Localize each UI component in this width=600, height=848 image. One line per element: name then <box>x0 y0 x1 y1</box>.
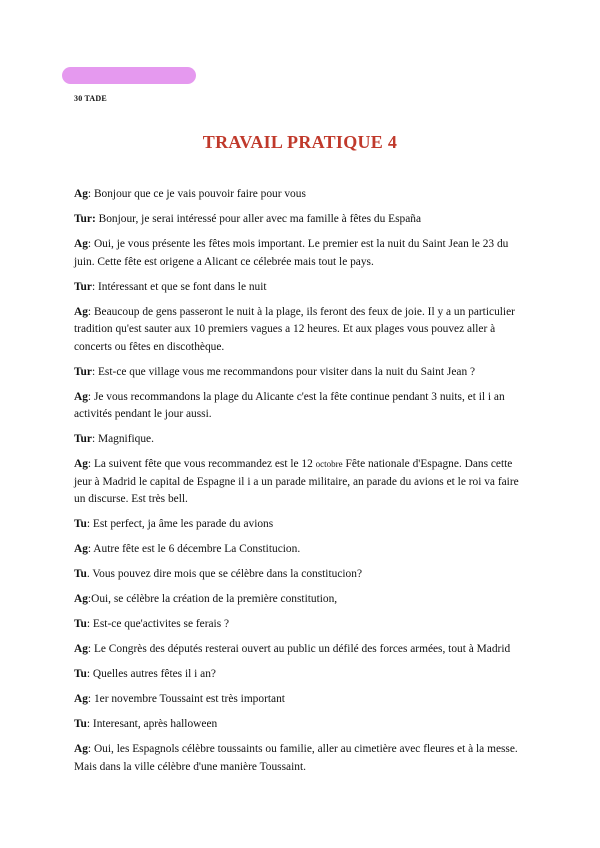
line-text: Est-ce que village vous me recommandons pour visiter dans la nuit du Saint Jean ? <box>95 365 476 378</box>
line-text: Magnifique. <box>95 433 154 445</box>
speaker-separator: : <box>86 518 91 530</box>
speaker-label: Ag <box>74 390 88 403</box>
dialogue-line <box>74 741 526 776</box>
dialogue-line <box>74 279 526 297</box>
speaker-separator: : <box>87 188 92 200</box>
line-text: Le Congrès des députés resterai ouvert au public un défilé des forces armées, tout à Madrid <box>91 643 511 655</box>
speaker-label: Tu <box>74 668 87 680</box>
dialogue-body <box>74 186 526 784</box>
speaker-label: Ag <box>74 643 88 655</box>
speaker-label: Tu <box>74 568 87 580</box>
speaker-label: Tur: <box>74 213 96 225</box>
dialogue-line <box>74 591 526 609</box>
dialogue-line <box>74 364 526 382</box>
line-text: Je vous recommandons la plage du Alicante c'est la fête continue pendant 3 nuits, et il i an activités pendant le jour aussi. <box>74 390 505 420</box>
speaker-separator: : <box>86 718 91 730</box>
speaker-label: Tur <box>74 280 92 293</box>
dialogue-line <box>74 516 526 534</box>
dialogue-line <box>74 666 526 684</box>
dialogue-line <box>74 716 526 734</box>
dialogue-line <box>74 566 526 584</box>
dialogue-line <box>74 691 526 709</box>
dialogue-line <box>74 641 526 659</box>
speaker-separator: : <box>87 543 92 555</box>
dialogue-line <box>74 389 526 424</box>
dialogue-line <box>74 211 526 229</box>
speaker-label: Ag <box>74 593 88 605</box>
speaker-label: Tur <box>74 365 92 378</box>
speaker-separator: : <box>87 305 92 318</box>
speaker-separator: : <box>87 693 92 705</box>
speaker-separator: : <box>91 365 96 378</box>
dialogue-line <box>74 186 526 204</box>
line-text: Interesant, après halloween <box>90 718 218 730</box>
line-text: Bonjour, je serai intéressé pour aller avec ma famille à fêtes du España <box>95 213 422 225</box>
speaker-label: Tur <box>74 433 92 445</box>
line-text: Est-ce que'activites se ferais ? <box>90 618 230 630</box>
speaker-separator: : <box>86 668 91 680</box>
speaker-separator: : <box>87 238 92 250</box>
line-text: Oui, je vous présente les fêtes mois important. Le premier est la nuit du Saint Jean le 23 du juin. Cette fête est origene a Alicant ce célebrée mais tout le pays. <box>74 238 509 268</box>
line-text: Intéressant et que se font dans le nuit <box>95 280 267 293</box>
page-title: TRAVAIL PRATIQUE 4 <box>202 132 398 152</box>
speaker-label: Ag <box>74 188 88 200</box>
class-code: 30 TADE <box>74 94 107 103</box>
speaker-separator: : <box>87 458 92 470</box>
dialogue-line <box>74 541 526 559</box>
line-text: Oui, se célèbre la création de la première constitution, <box>91 593 338 605</box>
line-text-small: octobre <box>315 459 343 469</box>
speaker-separator: : <box>91 280 96 293</box>
line-text: Autre fête est le 6 décembre La Constitucion. <box>91 543 301 555</box>
line-text: 1er novembre Toussaint est très important <box>91 693 285 705</box>
line-text: Est perfect, ja âme les parade du avions <box>90 518 274 530</box>
dialogue-line <box>74 236 526 271</box>
line-text: Bonjour que ce je vais pouvoir faire pour vous <box>91 188 306 200</box>
highlighter-mark <box>62 67 196 84</box>
speaker-label: Ag <box>74 543 88 555</box>
line-text: La suivent fête que vous recommandez est le 12 <box>91 458 316 470</box>
line-text: Beaucoup de gens passeront le nuit à la plage, ils feront des feux de joie. Il y a un particulier tradition qu'est sauter aux 10 premiers vagues a 12 heures. Et aux plages vous pouvez aller à concerts ou fêtes en discothèque. <box>74 305 515 353</box>
line-text: Fête nationale d'Espagne. Dans cette jeur à Madrid le capital de Espagne il i a un parade militaire, an parade du avions et le roi va faire un discurse. Est très bell. <box>74 458 519 505</box>
speaker-separator: : <box>91 433 96 445</box>
speaker-separator: : <box>87 390 92 403</box>
speaker-label: Tu <box>74 618 87 630</box>
line-text: Quelles autres fêtes il i an? <box>90 668 216 680</box>
speaker-label: Ag <box>74 238 88 250</box>
dialogue-line <box>74 431 526 449</box>
dialogue-line <box>74 456 526 509</box>
speaker-label: Ag <box>74 305 88 318</box>
dialogue-line <box>74 304 526 357</box>
speaker-separator: : <box>87 593 92 605</box>
line-text: Vous pouvez dire mois que se célèbre dans la constitucion? <box>89 568 363 580</box>
speaker-separator: : <box>87 643 92 655</box>
speaker-label: Ag <box>74 458 88 470</box>
speaker-separator: . <box>86 568 90 580</box>
speaker-label: Tu <box>74 718 87 730</box>
dialogue-line <box>74 616 526 634</box>
line-text: Oui, les Espagnols célèbre toussaints ou familie, aller au cimetière avec fleures et à la messe. Mais dans la ville célèbre d'une manière Toussaint. <box>74 743 518 773</box>
speaker-label: Ag <box>74 743 88 755</box>
speaker-separator: : <box>87 743 92 755</box>
speaker-label: Tu <box>74 518 87 530</box>
speaker-label: Ag <box>74 693 88 705</box>
speaker-separator: : <box>86 618 91 630</box>
